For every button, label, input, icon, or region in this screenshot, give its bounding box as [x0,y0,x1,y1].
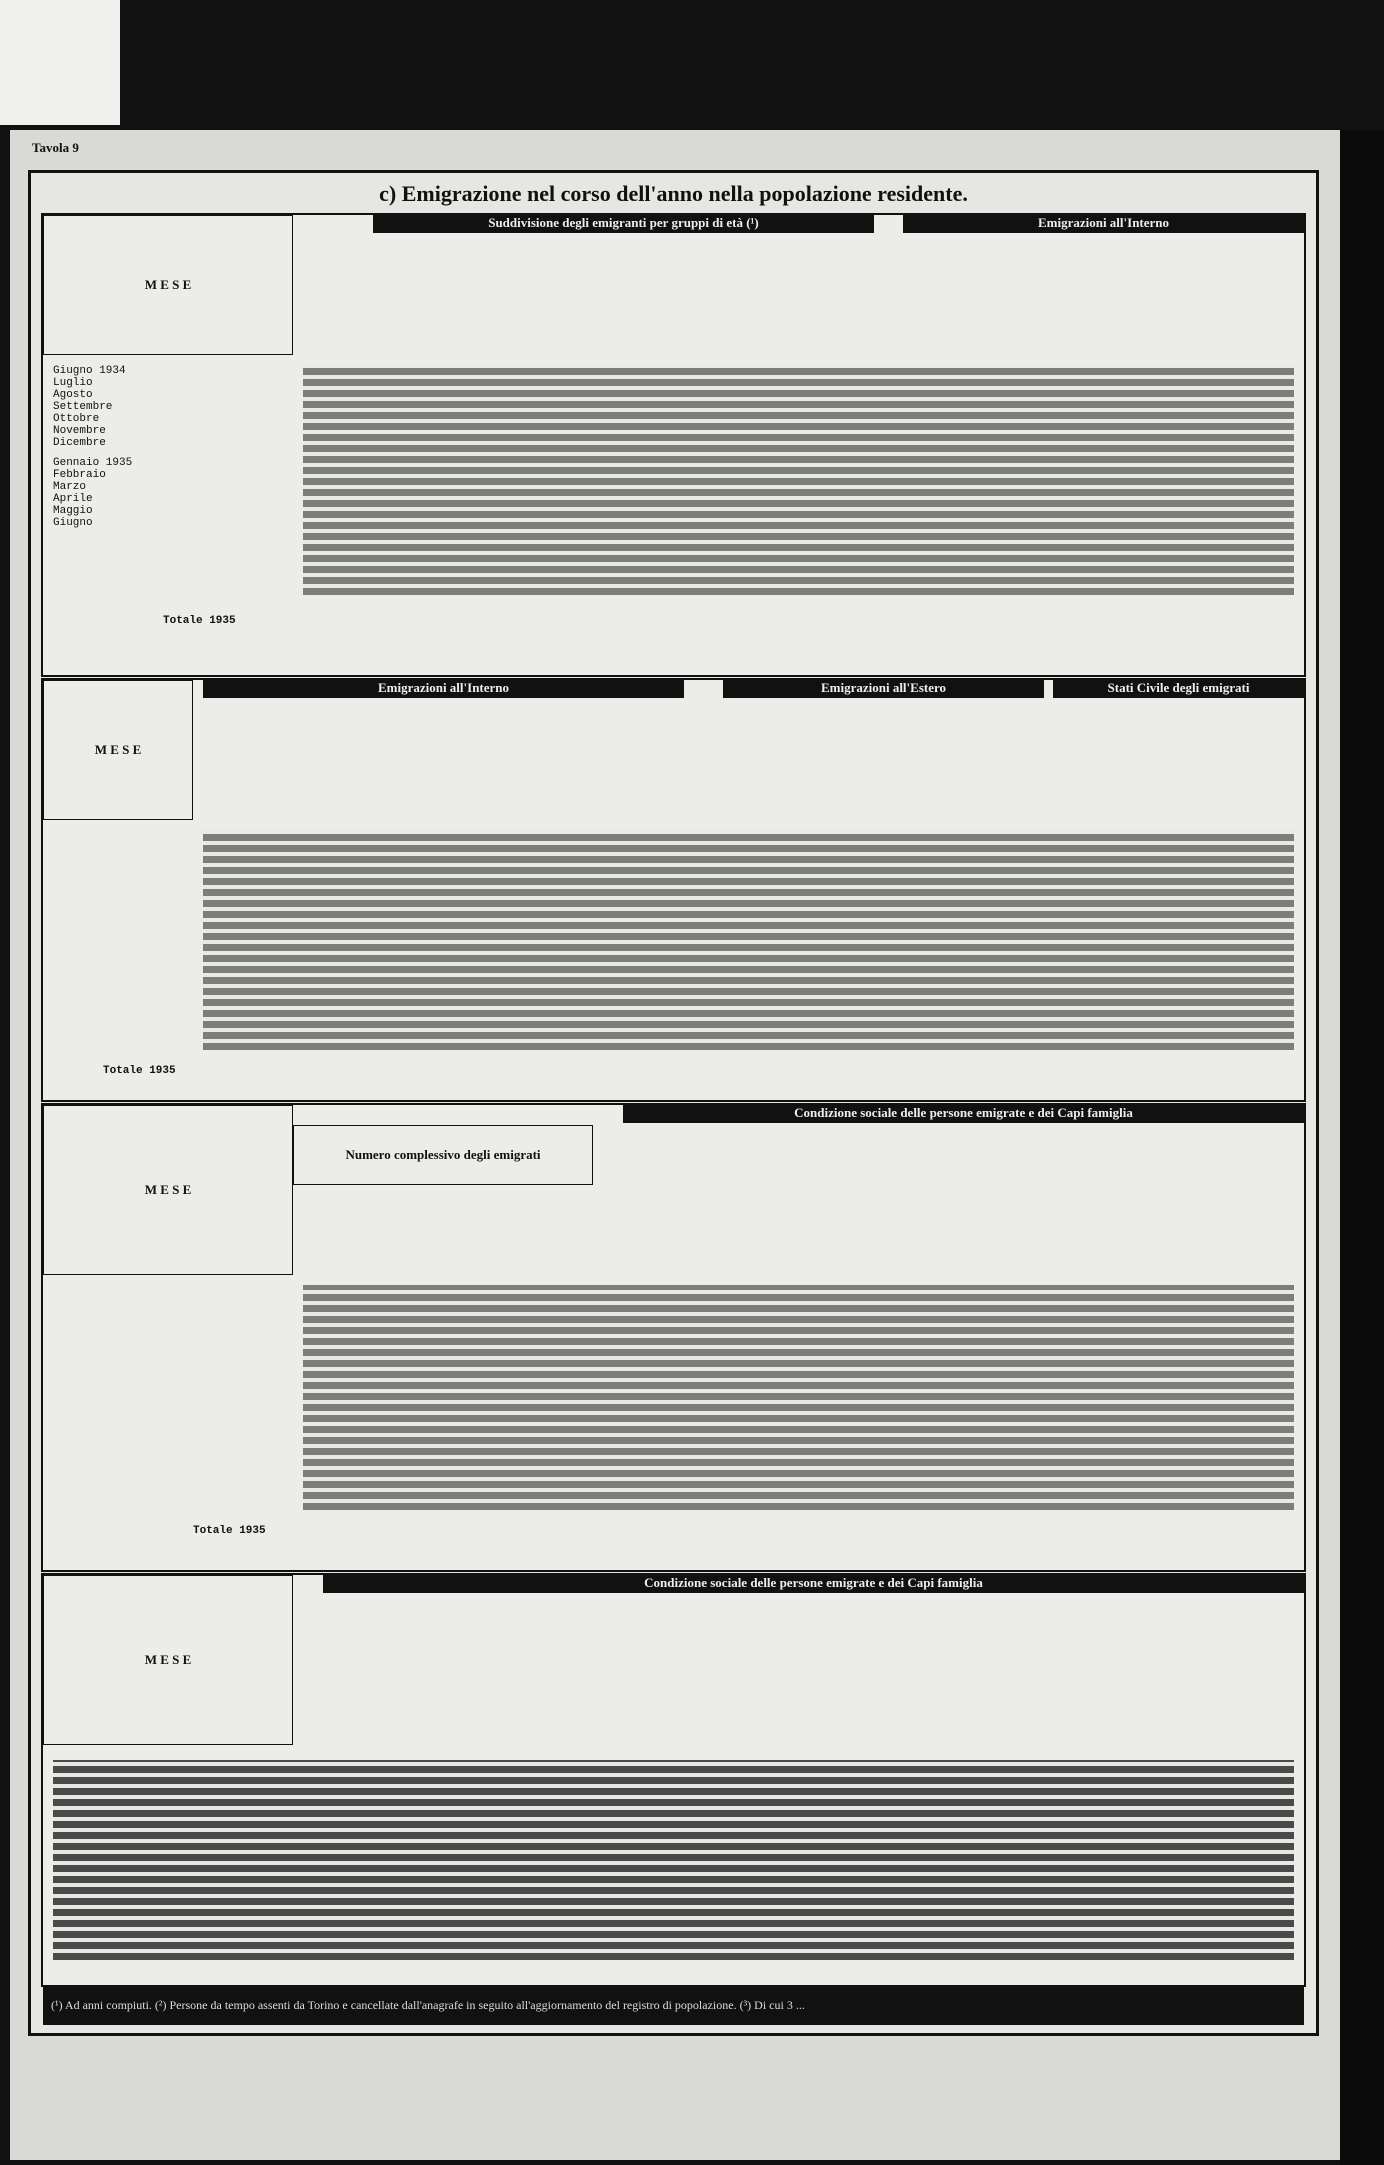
illegible-data-block [53,1760,1294,1960]
panel-total-social [41,1103,1306,1572]
tavola-label: Tavola 9 [32,140,79,155]
age-groups-header: Suddivisione degli emigranti per gruppi di età (¹) [373,215,874,233]
month-row: Maggio [53,505,93,517]
month-row: Settembre [53,401,113,413]
illegible-data-block [303,365,1294,595]
month-row: Novembre [53,425,106,437]
social-condition-header: Condizione sociale delle persone emigrate e dei Capi famiglia [323,1575,1304,1593]
page-title: c) Emigrazione nel corso dell'anno nella popolazione residente. [379,181,968,206]
scanned-page [10,130,1340,2160]
month-row: Agosto [53,389,93,401]
panel-internal-external [41,678,1306,1102]
table-frame [28,170,1319,2036]
month-list [53,365,273,529]
month-row: Febbraio [53,469,106,481]
month-row: Giugno [53,517,93,529]
panel-age-groups [41,213,1306,677]
month-row: Giugno 1934 [53,365,126,377]
footnote: (¹) Ad anni compiuti. (²) Persone da tempo assenti da Torino e cancellate dall'anagrafe in seguito all'aggiornamento del registro di popolazione. (³) Di cui 3 ... [43,1985,1304,2025]
month-row: Ottobre [53,413,100,425]
margin-block [0,0,120,125]
month-row: Aprile [53,493,93,505]
illegible-data-block [303,1285,1294,1510]
illegible-data-block [203,830,1294,1050]
total-row-label: Totale 1935 [193,1525,266,1537]
month-col-header: M E S E [43,215,293,355]
total-row-label: Totale 1935 [163,615,236,627]
month-row: Gennaio 1935 [53,457,133,469]
civil-status-header: Stati Civile degli emigrati [1053,680,1304,698]
internal-header: Emigrazioni all'Interno [203,680,684,698]
month-col-header: M E S E [43,680,193,820]
month-col-header: M E S E [43,1105,293,1275]
scan-edge [1340,130,1384,2165]
social-condition-header: Condizione sociale delle persone emigrate e dei Capi famiglia [623,1105,1304,1123]
month-row: Luglio [53,377,93,389]
month-row: Dicembre [53,437,106,449]
total-emigrants-header: Numero complessivo degli emigrati [293,1125,593,1185]
external-header: Emigrazioni all'Estero [723,680,1044,698]
month-row: Marzo [53,481,87,493]
internal-header: Emigrazioni all'Interno [903,215,1304,233]
month-col-header: M E S E [43,1575,293,1745]
total-row-label: Totale 1935 [103,1065,176,1077]
panel-social-condition [41,1573,1306,1987]
